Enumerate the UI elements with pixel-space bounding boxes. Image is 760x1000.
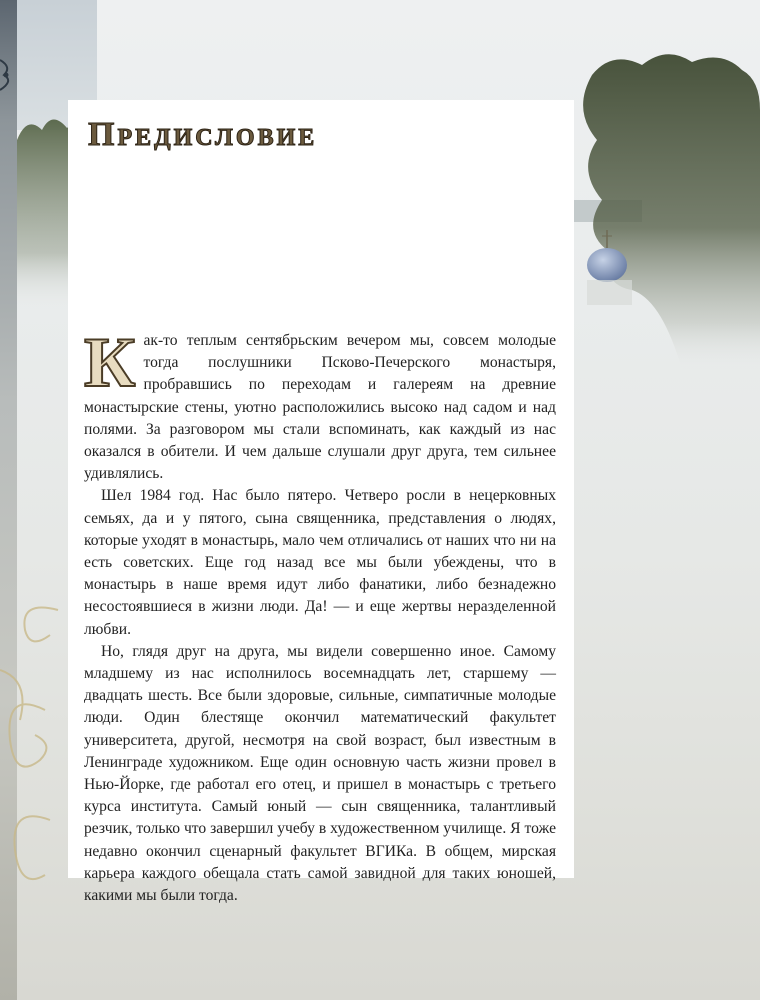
drop-cap: К xyxy=(84,324,136,402)
decorative-swirls xyxy=(0,590,60,910)
trees-and-church-image xyxy=(572,50,760,370)
body-text xyxy=(84,324,556,907)
paragraph-1 xyxy=(84,324,556,485)
ornament-icon xyxy=(0,55,17,95)
paragraph-2: Шел 1984 год. Нас было пятеро. Четверо росли в нецерковных семьях, да и у пятого, сына священника, представления о людях, которые уходят в монастырь, мало чем отличались от наших что ни на есть советских. Еще год назад все мы были убеждены, что в монастырь в наше время идут либо фанатики, либо безнадежно несостоявшиеся в жизни люди. Да! — и еще жертвы неразделенной любви. xyxy=(84,487,556,638)
page-title: Предисловие xyxy=(88,116,318,153)
paragraph-1-text: ак-то теплым сентябрьским вечером мы, совсем молодые тогда послушники Псково-Печерского монастыря, пробравшись по переходам и галереям на древние монастырские стены, уютно расположились высоко над садом и над полями. За разговором мы стали вспоминать, как каждый из нас оказался в обители. И чем дальше слушали друг друга, тем сильнее удивлялись. xyxy=(84,332,556,483)
paragraph-3: Но, глядя друг на друга, мы видели совершенно иное. Самому младшему из нас исполнилось восемнадцать лет, старшему — двадцать шесть. Все были здоровые, сильные, симпатичные молодые люди. Один блестяще окончил математический факультет университета, другой, несмотря на свой возраст, был известным в Ленинграде художником. Еще один основную часть жизни провел в Нью-Йорке, где работал его отец, и пришел в монастырь с третьего курса института. Самый юный — сын священника, талантливый резчик, только что завершил учебу в художественном училище. Я тоже недавно окончил сценарный факультет ВГИКа. В общем, мирская карьера каждого обещала стать самой завидной для таких юношей, какими мы были тогда. xyxy=(84,642,556,905)
